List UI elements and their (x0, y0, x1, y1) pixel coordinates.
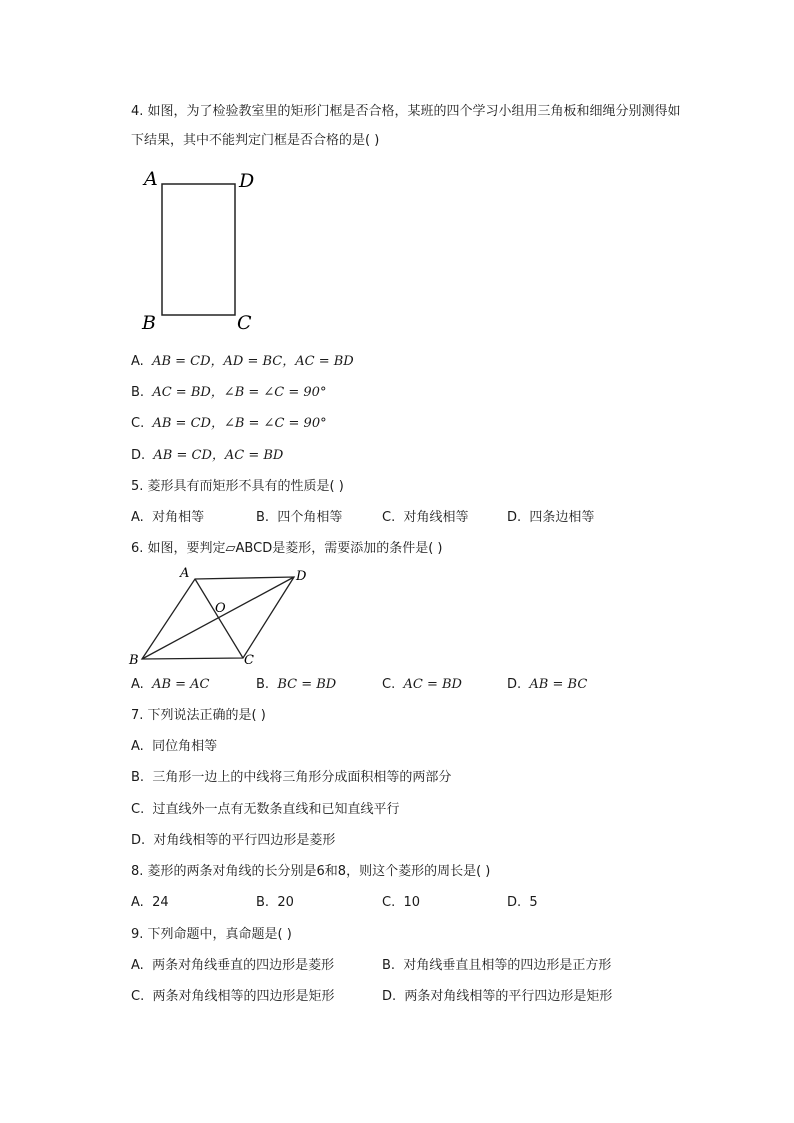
q6-option-b[interactable]: B. BC = BD (256, 677, 337, 692)
q6-label-b: B (129, 653, 139, 668)
q6-option-c[interactable]: C. AC = BD (382, 677, 462, 692)
q9-option-a[interactable]: A. 两条对角线垂直的四边形是菱形 (131, 958, 335, 973)
q5-option-b[interactable]: B. 四个角相等 (256, 510, 343, 525)
q6-rhombus-figure (125, 563, 325, 671)
q9-stem: 9. 下列命题中，真命题是( ) (131, 927, 292, 942)
q4-label-c: C (237, 312, 252, 334)
q6-stem: 6. 如图，要判定▱ABCD是菱形，需要添加的条件是( ) (131, 541, 443, 556)
q8-option-d[interactable]: D. 5 (507, 895, 538, 910)
q8-option-b[interactable]: B. 20 (256, 895, 294, 910)
q6-label-d: D (296, 569, 307, 584)
q4-option-d[interactable]: D. AB = CD，AC = BD (131, 448, 284, 463)
q4-label-d: D (239, 170, 255, 192)
q8-option-c[interactable]: C. 10 (382, 895, 421, 910)
q4-stem: 4. 如图，为了检验教室里的矩形门框是否合格，某班的四个学习小组用三角板和细绳分别测得如下结果，其中不能判定门框是否合格的是( ) (131, 104, 681, 148)
q9-option-c[interactable]: C. 两条对角线相等的四边形是矩形 (131, 989, 335, 1004)
q5-stem: 5. 菱形具有而矩形不具有的性质是( ) (131, 479, 344, 494)
q7-stem: 7. 下列说法正确的是( ) (131, 708, 266, 723)
q6-label-c: C (244, 653, 254, 668)
q5-option-a[interactable]: A. 对角相等 (131, 510, 205, 525)
q4-option-c[interactable]: C. AB = CD，∠B = ∠C = 90° (131, 416, 327, 431)
q4-option-b[interactable]: B. AC = BD，∠B = ∠C = 90° (131, 385, 327, 400)
q8-stem: 8. 菱形的两条对角线的长分别是6和8，则这个菱形的周长是( ) (131, 864, 491, 879)
q6-label-a: A (180, 566, 190, 581)
q5-option-d[interactable]: D. 四条边相等 (507, 510, 595, 525)
q5-option-c[interactable]: C. 对角线相等 (382, 510, 469, 525)
q6-option-d[interactable]: D. AB = BC (507, 677, 588, 692)
q4-label-a: A (144, 168, 158, 190)
q4-label-b: B (142, 312, 156, 334)
q7-option-a[interactable]: A. 同位角相等 (131, 739, 218, 754)
q9-option-b[interactable]: B. 对角线垂直且相等的四边形是正方形 (382, 958, 612, 973)
q7-option-b[interactable]: B. 三角形一边上的中线将三角形分成面积相等的两部分 (131, 770, 452, 785)
q4-rectangle-figure (138, 166, 268, 336)
q4-option-a[interactable]: A. AB = CD，AD = BC，AC = BD (131, 354, 354, 369)
q7-option-c[interactable]: C. 过直线外一点有无数条直线和已知直线平行 (131, 802, 400, 817)
q6-option-a[interactable]: A. AB = AC (131, 677, 210, 692)
q7-option-d[interactable]: D. 对角线相等的平行四边形是菱形 (131, 833, 336, 848)
q8-option-a[interactable]: A. 24 (131, 895, 169, 910)
q6-label-o: O (215, 601, 226, 616)
q9-option-d[interactable]: D. 两条对角线相等的平行四边形是矩形 (382, 989, 613, 1004)
